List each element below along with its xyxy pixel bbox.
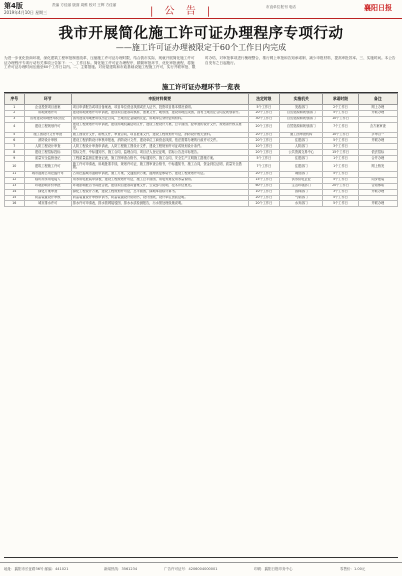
table-cell: 人防工程设计审查: [24, 144, 71, 150]
table-cell: 30个工作日: [248, 116, 279, 122]
table-row: [5, 201, 398, 207]
table-cell: 15: [5, 195, 25, 201]
table-cell: 7个工作日: [323, 122, 358, 132]
table-cell: 20个工作日: [323, 183, 358, 189]
subheadline: ——施工许可证办理被限定于60个工作日内完成: [115, 43, 287, 52]
table-cell: 水务部门: [280, 201, 323, 207]
table-cell: 施工许可申请表，用地批准手续，规划许可证，施工图审查合格书，中标通知书，施工合同，资金到位证明，质量安全措施。: [71, 162, 248, 172]
table-cell: 20个工作日: [248, 195, 279, 201]
table-cell: 排水许可申请表，排水管网接驳图，排水水质检测报告，污水预处理设施说明。: [71, 201, 248, 207]
table-cell: 3个工作日: [323, 144, 358, 150]
table-cell: 15个工作日: [323, 150, 358, 156]
footer: [0, 562, 402, 576]
table-cell: 2: [5, 110, 25, 116]
table-cell: 8: [5, 150, 25, 156]
headline: 我市开展简化施工许可证办理程序专项行动: [58, 25, 344, 42]
footer-address: 地址：襄阳市长征路36号 邮编：441021: [4, 567, 69, 571]
table-row: [5, 122, 398, 132]
table-cell: 用水用电报装申请表，建设工程规划许可证，施工总平面图，用电负荷及用水量说明。: [71, 177, 248, 183]
table-header-row: [5, 94, 398, 105]
table-cell: 5: [5, 132, 25, 138]
table-cell: 5个工作日: [323, 177, 358, 183]
table-cell: 告知承诺: [358, 183, 397, 189]
table-cell: 并联办理: [358, 138, 397, 144]
table-cell: 建设工程规划许可: [24, 122, 71, 132]
table-cell: 住建部门: [280, 138, 323, 144]
table-cell: 1个工作日: [323, 162, 358, 172]
lead-paragraph: 为进一步优化营商环境，深化建筑工程审批制度改革，压缩施工许可证办理时限，结合我市实际，现就开展简化施工许可证办理程序专项行动有关事项公告如下：一、工作目标。简化施工许可证办理程序，精简审批环节，优化审批流程，将施工许可证办理时间压缩至60个工作日以内。二、主要措施。对房屋建筑和市政基础设施工程施工许可，实行并联审批、限时办结，对审批事项进行梳理整合，推行网上审批和告知承诺制，减少申报材料，提高审批效率。三、实施时间。本公告自发布之日起施行。: [4, 56, 396, 70]
table-cell: 15个工作日: [248, 177, 279, 183]
table-row: [5, 162, 398, 172]
table-cell: 4: [5, 122, 25, 132]
masthead-meta: 市直单位报刊 电话: [266, 5, 296, 9]
footer-phone: 新闻热线：3561234: [104, 567, 138, 571]
table-cell: 11: [5, 171, 25, 177]
table-cell: 城管部门: [280, 171, 323, 177]
table-cell: 14: [5, 189, 25, 195]
footer-ad-license: 广告许可证号：4206004000001: [164, 567, 218, 571]
column-header: 环节: [24, 94, 71, 105]
table-cell: 自然资源和规划部门: [280, 122, 323, 132]
table-cell: 6: [5, 138, 25, 144]
table-cell: 供水供电企业: [280, 177, 323, 183]
table-cell: 同步报装: [358, 177, 397, 183]
table-title: 施工许可证办理环节一览表: [162, 83, 240, 91]
masthead: [0, 0, 402, 19]
table-cell: 自然资源和规划部门: [280, 110, 323, 116]
table-cell: 10个工作日: [323, 132, 358, 138]
table-cell: 防雷装置设计审核: [24, 195, 71, 201]
table-cell: 企业投资项目备案: [24, 105, 71, 111]
table-cell: 20个工作日: [248, 110, 279, 116]
table-cell: 5个工作日: [323, 171, 358, 177]
table-cell: 住建部门: [280, 156, 323, 162]
table-cell: 人防部门: [280, 144, 323, 150]
table-cell: 5个工作日: [323, 138, 358, 144]
table-cell: 施工图设计文件审查: [24, 132, 71, 138]
table-cell: 用地规划许可: [24, 110, 71, 116]
table-cell: 合并办理: [358, 156, 397, 162]
table-cell: 占用挖掘城市道路申请表，施工方案，交通组织方案，道路恢复承诺书，建设工程规划许可证。: [71, 171, 248, 177]
table-cell: 并联办理: [358, 189, 397, 195]
table-cell: 建设用地规划许可申请表，建设项目批准或核准、备案文件，地形图，建设用地红线图，国有土地出让合同及规划条件。: [71, 110, 248, 116]
table-cell: 城市排水许可: [24, 201, 71, 207]
table-cell: 园林部门: [280, 189, 323, 195]
table-cell: 5个工作日: [248, 156, 279, 162]
table-cell: 环境影响报告书或报告表，建设项目批准或备案文件，公众参与说明，技术评估意见。: [71, 183, 248, 189]
column-header: 法定时限: [248, 94, 279, 105]
table-cell: 生态环境部门: [280, 183, 323, 189]
column-header: 序号: [5, 94, 25, 105]
table-cell: 城市道路占用挖掘许可: [24, 171, 71, 177]
column-header: 备注: [358, 94, 397, 105]
table-cell: 多审合一: [358, 132, 397, 138]
table-cell: 7: [5, 144, 25, 150]
table-cell: 12: [5, 177, 25, 183]
column-header: 承诺时限: [323, 94, 358, 105]
table-cell: 防雷装置设计审核申请书，防雷装置设计说明书，设计图纸，设计单位资质证明。: [71, 195, 248, 201]
issue-date: 2019年4月10日 星期三: [4, 10, 48, 15]
table-cell: 人防工程设计审查申请表，人防工程施工图设计文件，建设工程规划许可证或规划设计条件。: [71, 144, 248, 150]
table-cell: 5个工作日: [323, 110, 358, 116]
footer-price: 零售价：1.00元: [340, 567, 366, 571]
process-table: [4, 93, 398, 207]
table-cell: 2个工作日: [323, 105, 358, 111]
table-cell: 5个工作日: [248, 105, 279, 111]
footer-printer: 印刷：襄阳日报印务中心: [254, 567, 293, 571]
column-header: 实施机关: [280, 94, 323, 105]
table-cell: 20个工作日: [248, 150, 279, 156]
process-table-container: [4, 92, 398, 558]
table-cell: 10个工作日: [323, 116, 358, 122]
edition-label: 第4版: [4, 2, 23, 10]
table-cell: 5个工作日: [323, 201, 358, 207]
table-cell: 13: [5, 183, 25, 189]
table-body: [5, 105, 398, 207]
table-cell: 5个工作日: [323, 195, 358, 201]
table-cell: 20个工作日: [248, 132, 279, 138]
table-cell: 建筑工程施工许可: [24, 162, 71, 172]
table-cell: 施工图设计文件，勘察文件，审查合同，项目批准文件，建设工程规划许可证，消防设计相关资料。: [71, 132, 248, 138]
table-cell: 10个工作日: [248, 144, 279, 150]
table-cell: 工程质量监督注册登记表，施工图审查合格书，中标通知书，施工合同，安全生产文明施工措施方案。: [71, 156, 248, 162]
table-cell: 消防设计审核: [24, 138, 71, 144]
table-cell: 自然资源和规划部门: [280, 116, 323, 122]
table-cell: 20个工作日: [248, 138, 279, 144]
table-cell: 3个工作日: [323, 189, 358, 195]
table-cell: 含方案审查: [358, 122, 397, 132]
table-cell: 10: [5, 162, 25, 172]
table-cell: 发改部门: [280, 105, 323, 111]
newspaper-logo: 襄阳日报: [364, 3, 392, 12]
table-cell: 建设工程招标投标: [24, 150, 71, 156]
table-cell: 1: [5, 105, 25, 111]
table-cell: 建设工程规划许可申请表，建设用地权属证明文件，建设工程设计方案，总平面图，经审查的设计文件，规划条件核实意见。: [71, 122, 248, 132]
table-cell: 气象部门: [280, 195, 323, 201]
table-cell: 招标文件，中标通知书，施工合同，监理合同，项目法人登记证明，招标公告及评标报告。: [71, 150, 248, 156]
table-cell: 网上办理: [358, 105, 397, 111]
table-cell: 项目申请报告或项目备案表，项目单位营业执照或法人证书，投资项目基本情况说明。: [71, 105, 248, 111]
table-cell: 9: [5, 156, 25, 162]
table-cell: 临时用水用电接入: [24, 177, 71, 183]
table-cell: 3: [5, 116, 25, 122]
column-header: 申报材料简要: [71, 94, 248, 105]
table-cell: 环境影响评价审批: [24, 183, 71, 189]
table-cell: 住建部门: [280, 162, 323, 172]
table-cell: 绿化方案审查: [24, 189, 71, 195]
table-cell: 网上核发: [358, 162, 397, 172]
table-cell: 1个工作日: [323, 156, 358, 162]
editors-line: 责编 方佳丽 版面 周维 校对 王辉 方佳丽: [52, 3, 117, 7]
table-cell: 并联办理: [358, 201, 397, 207]
table-cell: 国有建设用地使用权出让: [24, 116, 71, 122]
table-cell: 建设工程消防设计审核申报表，消防设计文件，建设单位工商营业执照，依法需要办理的行政许可文件。: [71, 138, 248, 144]
table-cell: 国有建设用地使用权出让合同，土地出让金缴纳凭证，用地单位身份证明材料。: [71, 116, 248, 122]
table-cell: 20个工作日: [248, 171, 279, 177]
table-cell: 60个工作日: [248, 183, 279, 189]
table-cell: 绿化工程设计方案，建设工程规划许可证，总平面图，绿地率指标计算书。: [71, 189, 248, 195]
table-cell: 公共资源交易中心: [280, 150, 323, 156]
table-cell: 依法招标: [358, 150, 397, 156]
table-cell: 并联办理: [358, 110, 397, 116]
table-cell: 20个工作日: [248, 201, 279, 207]
table-cell: 质量安全监督登记: [24, 156, 71, 162]
table-cell: 施工图审查机构: [280, 132, 323, 138]
table-cell: 16: [5, 201, 25, 207]
section-title: | 公 告 |: [150, 6, 215, 17]
table-cell: 10个工作日: [248, 189, 279, 195]
table-cell: 7个工作日: [248, 162, 279, 172]
table-cell: 20个工作日: [248, 122, 279, 132]
